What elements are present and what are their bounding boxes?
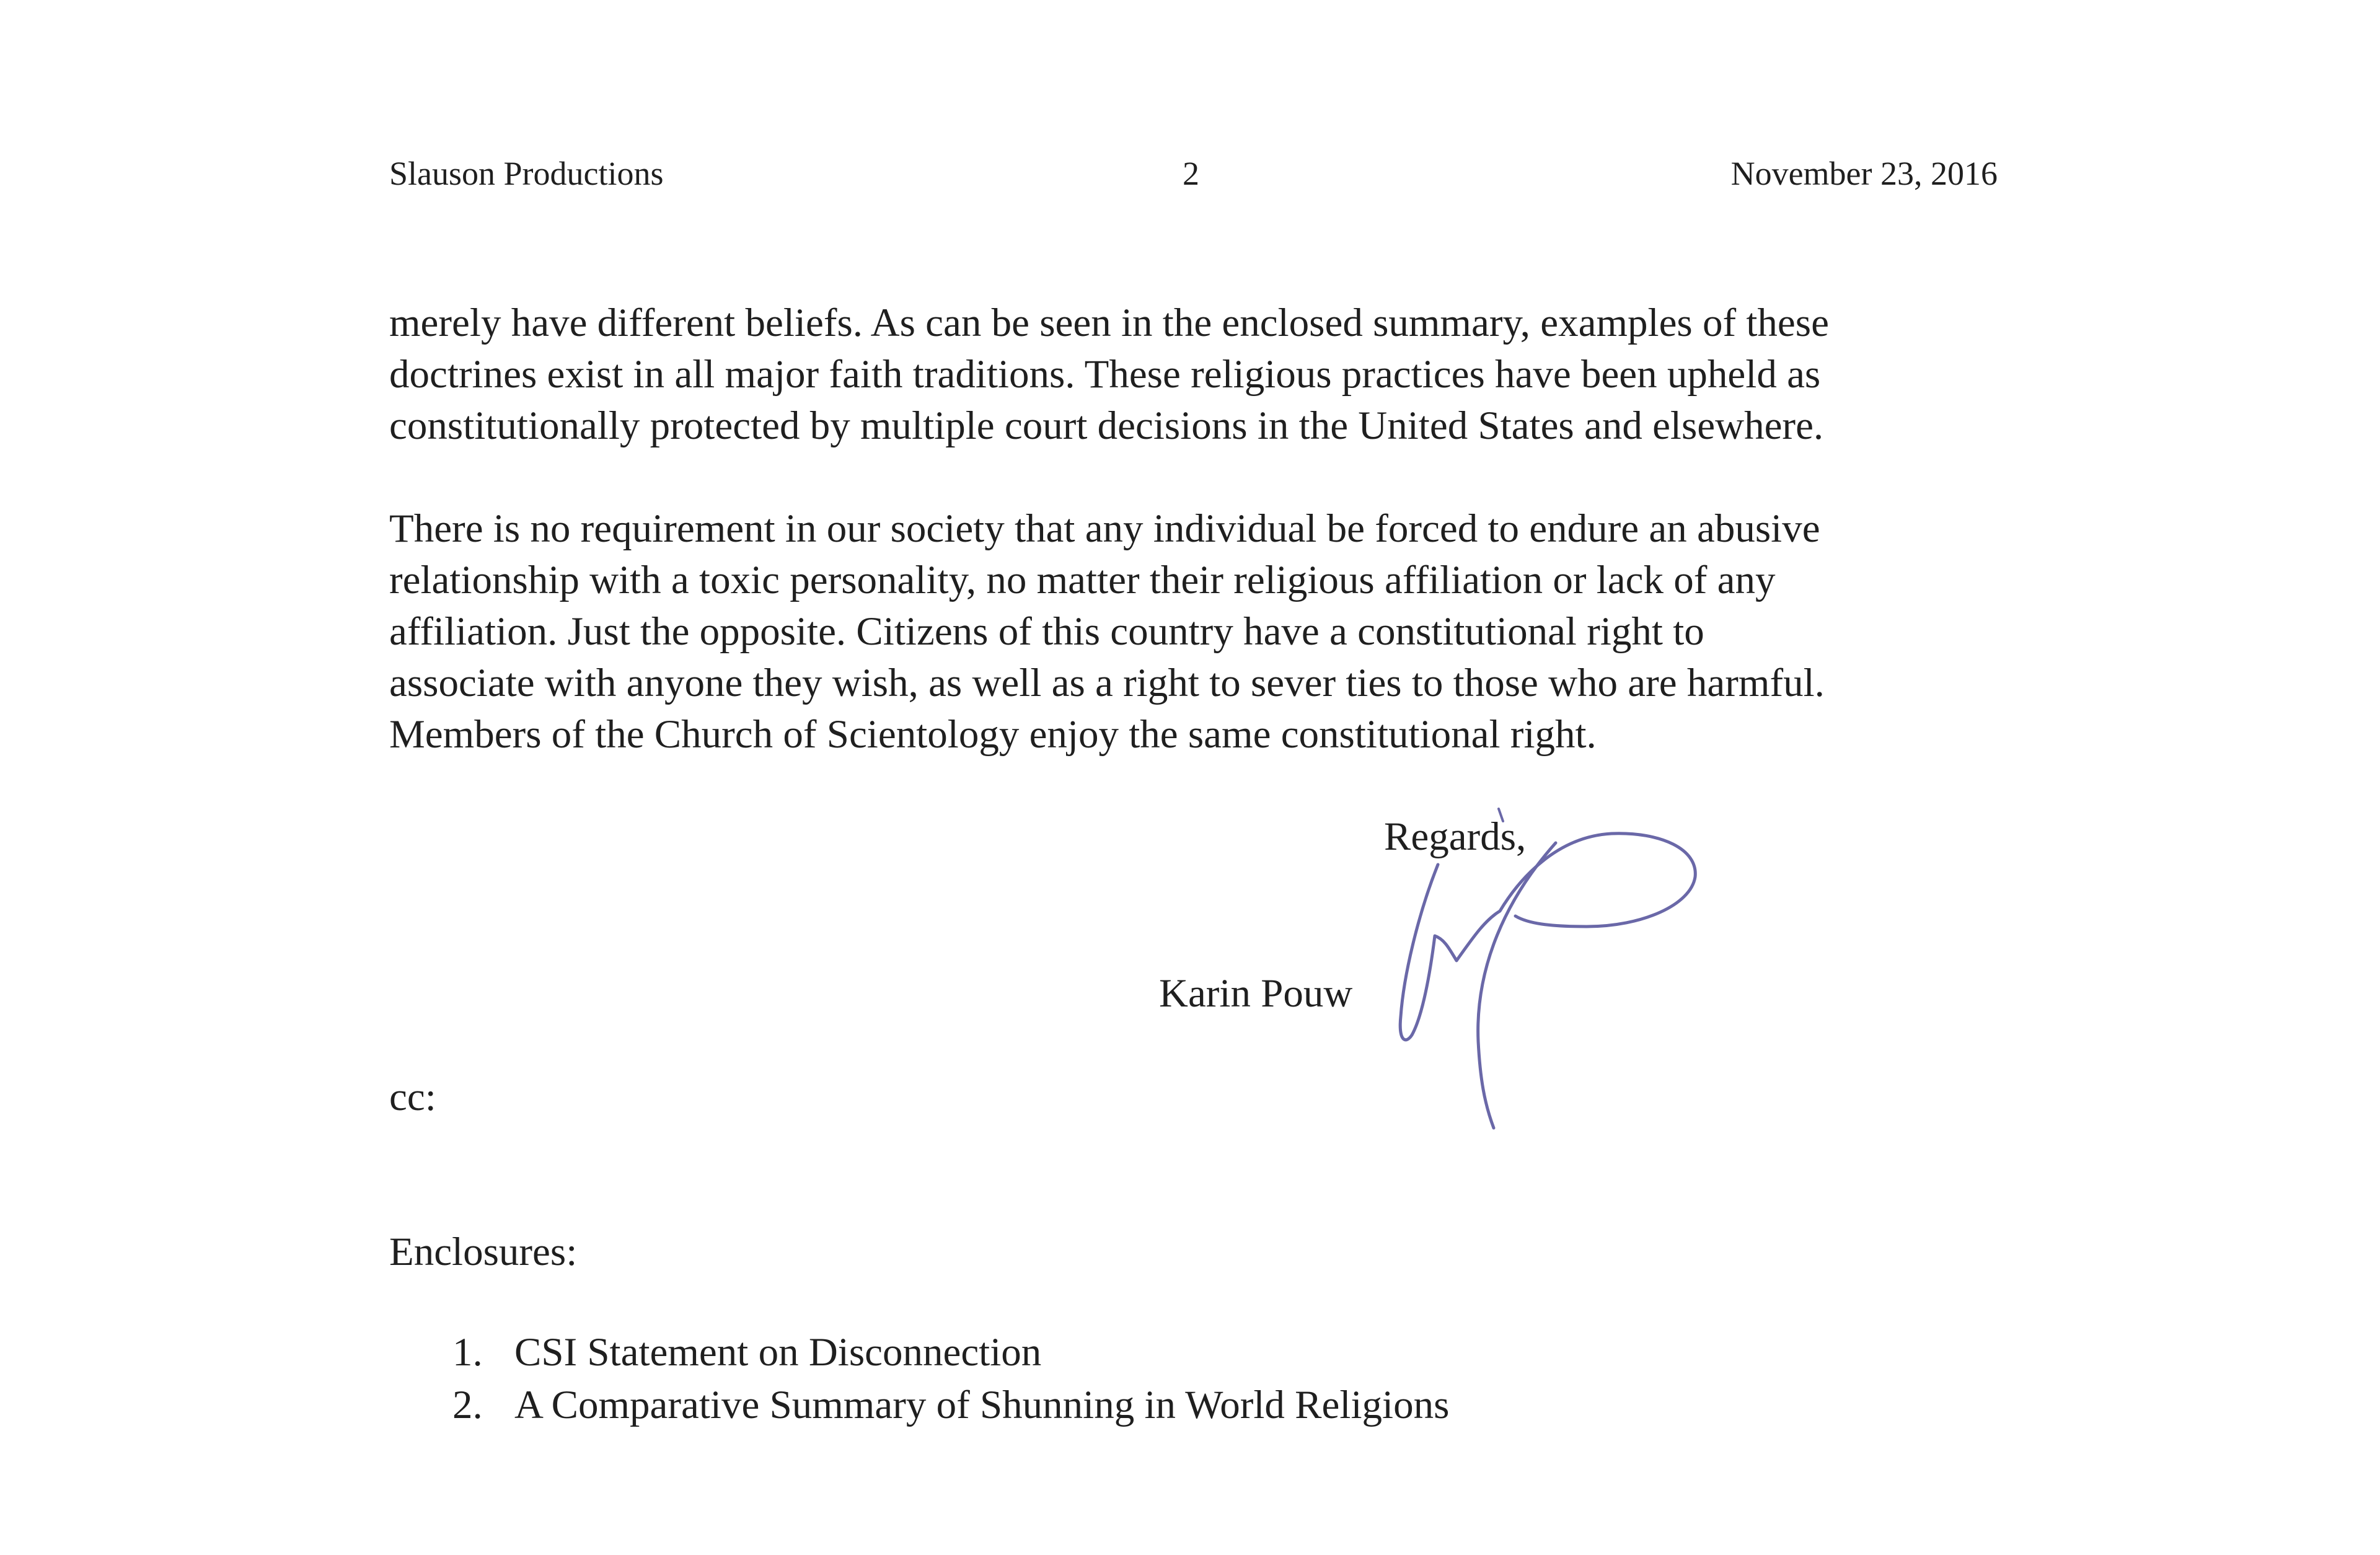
header-page-number: 2 <box>1183 155 1199 192</box>
letter-body <box>389 297 2050 760</box>
paragraph-line: associate with anyone they wish, as well as a right to sever ties to those who are harmful. <box>389 661 1825 705</box>
handwritten-signature <box>1351 806 1735 1153</box>
enclosures-title: Enclosures: <box>389 1230 578 1274</box>
paragraph-line: doctrines exist in all major faith traditions. These religious practices have been upheld as <box>389 352 1821 397</box>
signer-name: Karin Pouw <box>1159 971 1353 1016</box>
signature-stroke <box>1400 834 1695 1040</box>
enclosure-item <box>452 1379 1449 1432</box>
enclosure-text: CSI Statement on Disconnection <box>514 1330 1042 1375</box>
signature-stroke <box>1499 809 1503 821</box>
cc-label: cc: <box>389 1075 436 1119</box>
enclosure-text: A Comparative Summary of Shunning in World Religions <box>514 1383 1450 1427</box>
enclosures-list <box>452 1326 1449 1432</box>
paragraph-line: merely have different beliefs. As can be seen in the enclosed summary, examples of these <box>389 301 1829 345</box>
paragraph-1 <box>389 297 2050 452</box>
paragraph-line: There is no requirement in our society that any individual be forced to endure an abusive <box>389 506 1820 551</box>
enclosure-number: 1. <box>452 1330 483 1375</box>
paragraph-line: constitutionally protected by multiple court decisions in the United States and elsewhere. <box>389 403 1824 448</box>
salutation: Regards, <box>1384 814 1527 859</box>
enclosure-item <box>452 1326 1449 1379</box>
header-date: November 23, 2016 <box>1730 155 1998 192</box>
header-company: Slauson Productions <box>389 155 664 192</box>
paragraph-line: relationship with a toxic personality, no matter their religious affiliation or lack of any <box>389 558 1776 602</box>
paragraph-line: Members of the Church of Scientology enjoy the same constitutional right. <box>389 712 1597 757</box>
paragraph-2 <box>389 503 2050 760</box>
enclosure-number: 2. <box>452 1383 483 1427</box>
page-header <box>389 149 1998 198</box>
paragraph-line: affiliation. Just the opposite. Citizens of this country have a constitutional right to <box>389 609 1704 654</box>
